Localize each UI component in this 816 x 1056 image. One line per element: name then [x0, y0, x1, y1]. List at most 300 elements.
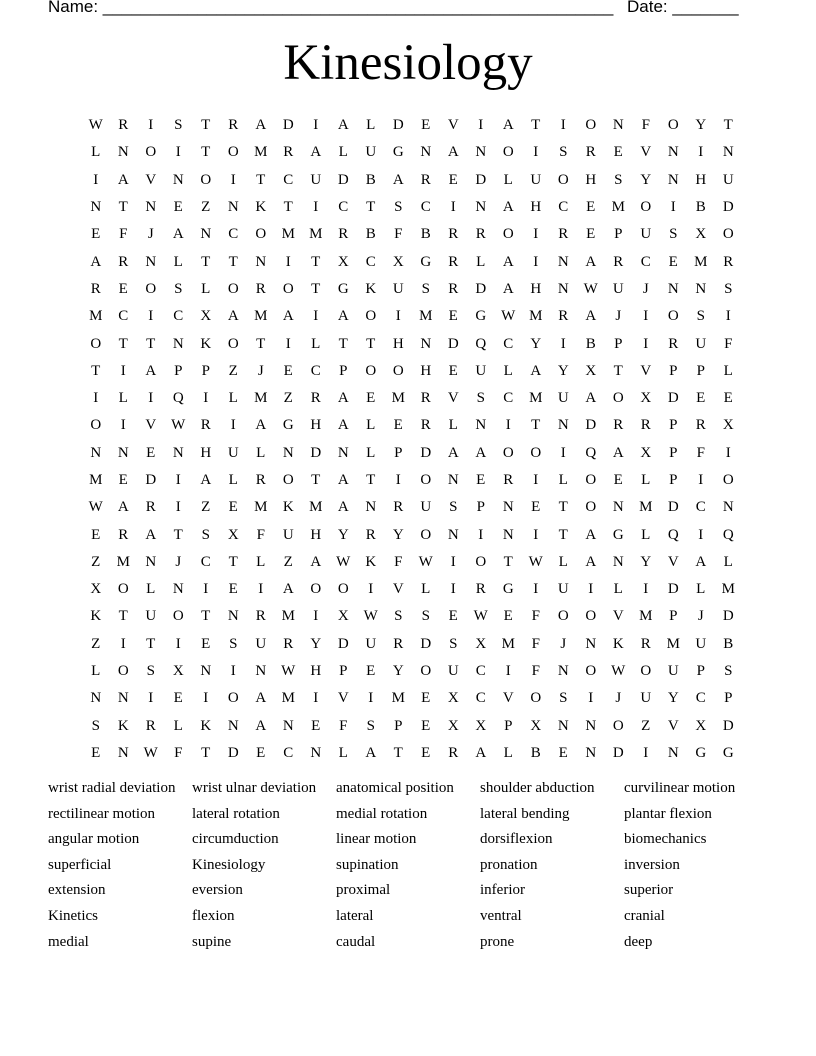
grid-letter[interactable]: U [475, 362, 487, 379]
grid-letter[interactable]: U [365, 144, 377, 161]
grid-letter[interactable]: O [255, 226, 267, 243]
grid-letter[interactable]: A [282, 308, 294, 325]
grid-letter[interactable]: K [365, 280, 377, 297]
grid-letter[interactable]: H [392, 335, 404, 352]
grid-letter[interactable]: R [118, 117, 129, 134]
grid-letter[interactable]: X [200, 308, 212, 325]
grid-letter[interactable]: V [145, 171, 157, 188]
grid-letter[interactable]: I [120, 417, 126, 434]
grid-letter[interactable]: T [393, 744, 403, 761]
grid-letter[interactable]: R [90, 280, 101, 297]
grid-letter[interactable]: U [227, 444, 239, 461]
grid-letter[interactable]: N [172, 171, 184, 188]
grid-letter[interactable]: C [695, 690, 706, 707]
grid-letter[interactable]: C [228, 226, 239, 243]
grid-letter[interactable]: S [724, 663, 733, 680]
grid-letter[interactable]: N [200, 226, 212, 243]
grid-letter[interactable]: S [91, 717, 100, 734]
grid-letter[interactable]: R [475, 581, 486, 598]
grid-letter[interactable]: X [695, 226, 707, 243]
grid-letter[interactable]: X [475, 717, 487, 734]
grid-letter[interactable]: S [559, 144, 568, 161]
grid-letter[interactable]: D [392, 117, 404, 134]
grid-letter[interactable]: M [391, 690, 405, 707]
grid-letter[interactable]: O [145, 280, 157, 297]
grid-letter[interactable]: O [420, 472, 432, 488]
grid-letter[interactable]: D [722, 717, 734, 734]
grid-letter[interactable]: I [478, 117, 484, 134]
grid-letter[interactable]: N [667, 744, 679, 761]
grid-letter[interactable]: R [613, 253, 624, 270]
grid-letter[interactable]: A [337, 390, 349, 407]
grid-letter[interactable]: S [366, 717, 375, 734]
grid-letter[interactable]: R [283, 635, 294, 652]
grid-letter[interactable]: N [557, 717, 569, 734]
grid-letter[interactable]: C [558, 199, 569, 216]
grid-letter[interactable]: J [175, 553, 182, 570]
grid-letter[interactable]: R [668, 335, 679, 352]
grid-letter[interactable]: R [448, 226, 459, 243]
grid-letter[interactable]: E [448, 308, 458, 325]
grid-letter[interactable]: M [116, 553, 130, 570]
grid-letter[interactable]: P [201, 362, 210, 379]
grid-letter[interactable]: U [282, 526, 294, 543]
grid-letter[interactable]: S [421, 280, 430, 297]
grid-letter[interactable]: L [476, 253, 486, 270]
grid-letter[interactable]: D [420, 635, 432, 652]
grid-letter[interactable]: T [228, 553, 238, 570]
grid-letter[interactable]: P [724, 690, 733, 707]
grid-letter[interactable]: X [90, 581, 102, 598]
grid-letter[interactable]: R [283, 144, 294, 161]
grid-letter[interactable]: O [420, 526, 432, 543]
grid-letter[interactable]: I [533, 581, 539, 598]
grid-letter[interactable]: N [145, 553, 157, 570]
grid-letter[interactable]: Q [585, 444, 597, 461]
grid-letter[interactable]: S [724, 280, 733, 297]
grid-letter[interactable]: G [337, 280, 349, 297]
grid-letter[interactable]: V [145, 417, 157, 434]
grid-letter[interactable]: X [337, 253, 349, 270]
grid-letter[interactable]: E [173, 690, 183, 707]
grid-letter[interactable]: P [504, 717, 513, 734]
grid-letter[interactable]: V [667, 717, 679, 734]
grid-letter[interactable]: L [338, 144, 348, 161]
grid-letter[interactable]: I [450, 199, 456, 216]
grid-letter[interactable]: X [722, 417, 734, 434]
grid-letter[interactable]: F [119, 226, 128, 243]
grid-letter[interactable]: T [91, 362, 101, 379]
grid-letter[interactable]: A [255, 117, 267, 134]
grid-letter[interactable]: R [255, 608, 266, 625]
grid-letter[interactable]: I [258, 581, 264, 598]
grid-letter[interactable]: V [447, 117, 459, 134]
grid-letter[interactable]: N [475, 144, 487, 161]
grid-letter[interactable]: I [478, 526, 484, 543]
grid-letter[interactable]: N [695, 280, 707, 297]
grid-letter[interactable]: V [447, 390, 459, 407]
grid-letter[interactable]: S [669, 226, 678, 243]
grid-letter[interactable]: R [558, 308, 569, 325]
grid-letter[interactable]: A [475, 744, 487, 761]
grid-letter[interactable]: T [366, 335, 376, 352]
grid-letter[interactable]: I [670, 199, 676, 216]
grid-letter[interactable]: A [337, 308, 349, 325]
grid-letter[interactable]: O [667, 308, 679, 325]
grid-letter[interactable]: F [724, 335, 733, 352]
grid-letter[interactable]: T [256, 171, 266, 188]
grid-letter[interactable]: A [530, 362, 542, 379]
grid-letter[interactable]: N [722, 144, 734, 161]
grid-letter[interactable]: N [722, 499, 734, 516]
grid-letter[interactable]: A [282, 581, 294, 598]
grid-letter[interactable]: L [558, 472, 568, 488]
grid-letter[interactable]: H [310, 417, 322, 434]
grid-letter[interactable]: G [282, 417, 294, 434]
grid-letter[interactable]: O [585, 472, 597, 488]
grid-letter[interactable]: N [310, 744, 322, 761]
grid-letter[interactable]: L [201, 280, 211, 297]
grid-letter[interactable]: I [230, 417, 236, 434]
grid-letter[interactable]: O [420, 663, 432, 680]
grid-letter[interactable]: C [640, 253, 651, 270]
grid-letter[interactable]: U [365, 635, 377, 652]
grid-letter[interactable]: P [669, 608, 678, 625]
grid-letter[interactable]: P [394, 444, 403, 461]
grid-letter[interactable]: A [310, 553, 322, 570]
grid-letter[interactable]: R [475, 226, 486, 243]
grid-letter[interactable]: Y [392, 526, 404, 543]
grid-letter[interactable]: D [447, 335, 459, 352]
grid-letter[interactable]: T [366, 199, 376, 216]
grid-letter[interactable]: X [475, 635, 487, 652]
grid-letter[interactable]: K [612, 635, 624, 652]
grid-letter[interactable]: P [669, 417, 678, 434]
grid-letter[interactable]: L [366, 417, 376, 434]
grid-letter[interactable]: L [723, 362, 733, 379]
grid-letter[interactable]: G [502, 581, 514, 598]
grid-letter[interactable]: R [365, 526, 376, 543]
grid-letter[interactable]: I [725, 444, 731, 461]
grid-letter[interactable]: I [203, 390, 209, 407]
grid-letter[interactable]: M [529, 308, 543, 325]
grid-letter[interactable]: E [421, 744, 431, 761]
grid-letter[interactable]: U [557, 581, 569, 598]
grid-letter[interactable]: M [639, 499, 653, 516]
grid-letter[interactable]: R [255, 280, 266, 297]
grid-letter[interactable]: C [503, 390, 514, 407]
grid-letter[interactable]: A [612, 444, 624, 461]
grid-letter[interactable]: N [117, 444, 129, 461]
grid-letter[interactable]: I [533, 526, 539, 543]
grid-letter[interactable]: I [533, 472, 539, 488]
grid-letter[interactable]: L [118, 390, 128, 407]
grid-letter[interactable]: X [172, 663, 184, 680]
grid-letter[interactable]: N [557, 253, 569, 270]
grid-letter[interactable]: A [145, 526, 157, 543]
grid-letter[interactable]: R [695, 417, 706, 434]
grid-letter[interactable]: N [172, 581, 184, 598]
grid-letter[interactable]: W [611, 663, 626, 680]
grid-letter[interactable]: M [721, 581, 735, 598]
grid-letter[interactable]: D [667, 581, 679, 598]
grid-letter[interactable]: N [667, 280, 679, 297]
grid-letter[interactable]: E [146, 444, 156, 461]
grid-letter[interactable]: T [531, 417, 541, 434]
grid-letter[interactable]: W [336, 553, 351, 570]
grid-letter[interactable]: K [117, 717, 129, 734]
grid-letter[interactable]: D [282, 117, 294, 134]
grid-letter[interactable]: I [725, 308, 731, 325]
grid-letter[interactable]: A [337, 417, 349, 434]
grid-letter[interactable]: R [228, 117, 239, 134]
grid-letter[interactable]: C [475, 690, 486, 707]
grid-letter[interactable]: P [174, 362, 183, 379]
grid-letter[interactable]: O [117, 663, 129, 680]
grid-letter[interactable]: E [586, 199, 596, 216]
grid-letter[interactable]: N [420, 335, 432, 352]
grid-letter[interactable]: P [394, 717, 403, 734]
grid-letter[interactable]: X [392, 253, 404, 270]
grid-letter[interactable]: N [145, 199, 157, 216]
grid-letter[interactable]: O [392, 362, 404, 379]
grid-letter[interactable]: C [503, 335, 514, 352]
grid-letter[interactable]: L [311, 335, 321, 352]
grid-letter[interactable]: O [612, 390, 624, 407]
grid-letter[interactable]: A [200, 472, 212, 488]
grid-letter[interactable]: I [148, 117, 154, 134]
grid-letter[interactable]: B [365, 226, 376, 243]
grid-letter[interactable]: P [669, 444, 678, 461]
grid-letter[interactable]: E [283, 362, 293, 379]
grid-letter[interactable]: Y [695, 117, 707, 134]
grid-letter[interactable]: U [667, 663, 679, 680]
grid-letter[interactable]: R [723, 253, 734, 270]
grid-letter[interactable]: X [585, 362, 597, 379]
grid-letter[interactable]: E [366, 663, 376, 680]
grid-letter[interactable]: P [614, 335, 623, 352]
grid-letter[interactable]: E [393, 417, 403, 434]
grid-letter[interactable]: N [585, 744, 597, 761]
grid-letter[interactable]: E [448, 362, 458, 379]
grid-letter[interactable]: K [255, 199, 267, 216]
grid-letter[interactable]: L [366, 117, 376, 134]
grid-letter[interactable]: D [337, 171, 349, 188]
grid-letter[interactable]: T [146, 635, 156, 652]
grid-letter[interactable]: D [722, 608, 734, 625]
grid-letter[interactable]: W [418, 553, 433, 570]
grid-letter[interactable]: E [503, 608, 513, 625]
grid-letter[interactable]: L [421, 581, 431, 598]
grid-letter[interactable]: W [473, 608, 488, 625]
grid-letter[interactable]: C [338, 199, 349, 216]
grid-letter[interactable]: A [117, 499, 129, 516]
grid-letter[interactable]: F [394, 226, 403, 243]
grid-letter[interactable]: L [146, 581, 156, 598]
grid-letter[interactable]: E [448, 171, 458, 188]
grid-letter[interactable]: O [502, 226, 514, 243]
grid-letter[interactable]: D [145, 472, 157, 488]
grid-letter[interactable]: L [641, 472, 651, 488]
grid-letter[interactable]: C [173, 308, 184, 325]
grid-letter[interactable]: W [88, 499, 103, 516]
grid-letter[interactable]: I [643, 335, 649, 352]
grid-letter[interactable]: C [200, 553, 211, 570]
grid-letter[interactable]: T [118, 608, 128, 625]
grid-letter[interactable]: B [530, 744, 541, 761]
grid-letter[interactable]: T [283, 199, 293, 216]
grid-letter[interactable]: H [310, 663, 322, 680]
grid-letter[interactable]: O [612, 717, 624, 734]
grid-letter[interactable]: B [585, 335, 596, 352]
grid-letter[interactable]: C [310, 362, 321, 379]
grid-letter[interactable]: P [339, 663, 348, 680]
grid-letter[interactable]: N [145, 253, 157, 270]
grid-letter[interactable]: I [148, 690, 154, 707]
grid-letter[interactable]: I [588, 690, 594, 707]
grid-letter[interactable]: G [612, 526, 624, 543]
grid-letter[interactable]: O [282, 280, 294, 297]
grid-letter[interactable]: D [475, 171, 487, 188]
grid-letter[interactable]: E [421, 717, 431, 734]
grid-letter[interactable]: C [283, 171, 294, 188]
grid-letter[interactable]: D [667, 499, 679, 516]
grid-letter[interactable]: S [449, 635, 458, 652]
grid-letter[interactable]: N [227, 608, 239, 625]
grid-letter[interactable]: N [447, 526, 459, 543]
grid-letter[interactable]: O [227, 280, 239, 297]
grid-letter[interactable]: M [281, 690, 295, 707]
grid-letter[interactable]: O [227, 690, 239, 707]
grid-letter[interactable]: R [145, 717, 156, 734]
grid-letter[interactable]: K [200, 717, 212, 734]
grid-letter[interactable]: O [585, 663, 597, 680]
grid-letter[interactable]: M [391, 390, 405, 407]
grid-letter[interactable]: F [696, 444, 705, 461]
grid-letter[interactable]: N [172, 444, 184, 461]
grid-letter[interactable]: E [668, 253, 678, 270]
grid-letter[interactable]: A [337, 499, 349, 516]
grid-letter[interactable]: J [615, 308, 622, 325]
grid-letter[interactable]: I [175, 499, 181, 516]
grid-letter[interactable]: R [503, 472, 514, 488]
grid-letter[interactable]: Q [667, 526, 679, 543]
grid-letter[interactable]: M [639, 608, 653, 625]
grid-letter[interactable]: T [228, 253, 238, 270]
grid-letter[interactable]: I [313, 199, 319, 216]
grid-letter[interactable]: R [420, 417, 431, 434]
grid-letter[interactable]: J [560, 635, 567, 652]
grid-letter[interactable]: M [254, 144, 268, 161]
grid-letter[interactable]: T [366, 472, 376, 488]
grid-letter[interactable]: A [585, 253, 597, 270]
grid-letter[interactable]: A [90, 253, 102, 270]
grid-letter[interactable]: A [255, 717, 267, 734]
grid-letter[interactable]: W [143, 744, 158, 761]
grid-letter[interactable]: I [285, 335, 291, 352]
grid-letter[interactable]: U [612, 280, 624, 297]
grid-letter[interactable]: P [696, 663, 705, 680]
grid-letter[interactable]: I [533, 253, 539, 270]
grid-letter[interactable]: T [173, 526, 183, 543]
grid-letter[interactable]: N [172, 335, 184, 352]
grid-letter[interactable]: T [558, 499, 568, 516]
grid-letter[interactable]: A [447, 144, 459, 161]
grid-letter[interactable]: I [643, 581, 649, 598]
grid-letter[interactable]: P [614, 226, 623, 243]
grid-letter[interactable]: S [146, 663, 155, 680]
grid-letter[interactable]: L [503, 362, 513, 379]
grid-letter[interactable]: B [723, 635, 734, 652]
grid-letter[interactable]: L [91, 663, 101, 680]
grid-letter[interactable]: O [502, 444, 514, 461]
grid-letter[interactable]: R [420, 171, 431, 188]
grid-letter[interactable]: I [533, 144, 539, 161]
grid-letter[interactable]: T [723, 117, 733, 134]
grid-letter[interactable]: E [228, 581, 238, 598]
grid-letter[interactable]: I [230, 663, 236, 680]
grid-letter[interactable]: U [695, 335, 707, 352]
grid-letter[interactable]: O [667, 117, 679, 134]
grid-letter[interactable]: H [200, 444, 212, 461]
grid-letter[interactable]: I [533, 226, 539, 243]
grid-letter[interactable]: L [91, 144, 101, 161]
grid-letter[interactable]: S [559, 690, 568, 707]
grid-letter[interactable]: Z [201, 499, 211, 516]
grid-letter[interactable]: T [311, 253, 321, 270]
grid-letter[interactable]: Y [557, 362, 569, 379]
grid-letter[interactable]: M [281, 608, 295, 625]
grid-letter[interactable]: J [257, 362, 264, 379]
grid-letter[interactable]: D [420, 444, 432, 461]
grid-letter[interactable]: I [698, 472, 704, 488]
grid-letter[interactable]: O [585, 499, 597, 516]
grid-letter[interactable]: A [337, 117, 349, 134]
grid-letter[interactable]: T [311, 472, 321, 488]
grid-letter[interactable]: J [697, 608, 704, 625]
grid-letter[interactable]: Z [91, 635, 101, 652]
grid-letter[interactable]: M [529, 390, 543, 407]
grid-letter[interactable]: J [147, 226, 154, 243]
grid-letter[interactable]: A [310, 144, 322, 161]
grid-letter[interactable]: M [254, 308, 268, 325]
grid-letter[interactable]: N [255, 253, 267, 270]
grid-letter[interactable]: N [117, 744, 129, 761]
grid-letter[interactable]: N [557, 417, 569, 434]
grid-letter[interactable]: V [640, 144, 652, 161]
grid-letter[interactable]: R [448, 744, 459, 761]
grid-letter[interactable]: C [118, 308, 129, 325]
grid-letter[interactable]: V [640, 362, 652, 379]
grid-letter[interactable]: N [557, 280, 569, 297]
grid-letter[interactable]: B [365, 171, 376, 188]
grid-letter[interactable]: A [502, 280, 514, 297]
grid-letter[interactable]: O [722, 226, 734, 243]
grid-letter[interactable]: N [475, 199, 487, 216]
grid-letter[interactable]: M [501, 635, 515, 652]
grid-letter[interactable]: F [174, 744, 183, 761]
grid-letter[interactable]: M [89, 308, 103, 325]
grid-letter[interactable]: T [201, 608, 211, 625]
grid-letter[interactable]: Z [201, 199, 211, 216]
grid-letter[interactable]: I [643, 308, 649, 325]
grid-letter[interactable]: J [642, 280, 649, 297]
grid-letter[interactable]: Q [722, 526, 734, 543]
grid-letter[interactable]: R [118, 526, 129, 543]
grid-letter[interactable]: O [227, 335, 239, 352]
grid-letter[interactable]: R [255, 472, 266, 488]
grid-letter[interactable]: N [447, 472, 459, 488]
